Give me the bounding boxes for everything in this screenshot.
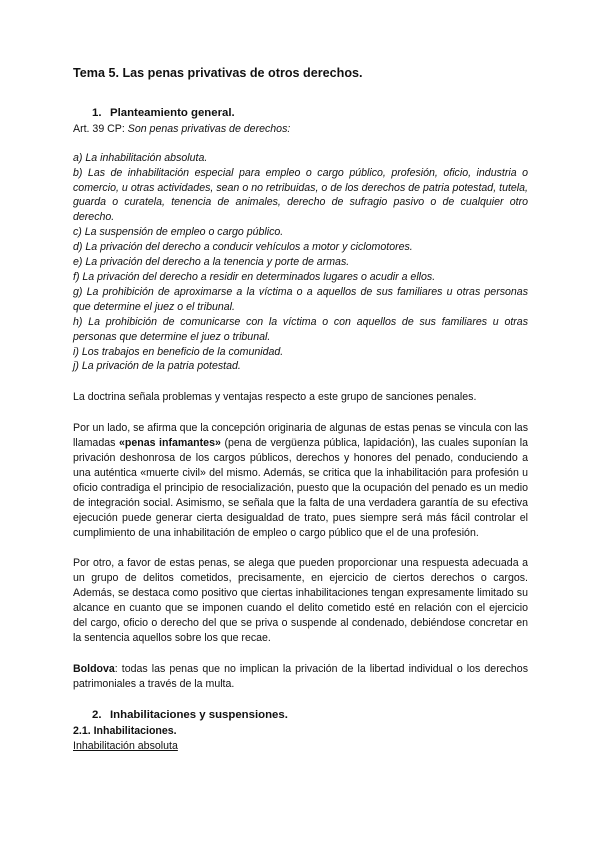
article-intro: Son penas privativas de derechos: (127, 122, 291, 135)
paragraph-text: (pena de vergüenza pública, lapidación), las cuales suponían la privación deshonrosa de los cargos públicos, derechos y honores del penado, conduciendo a una auténtica «muerte civil» del mismo. Además, se critica que la inhabilitación para profesión u oficio contradiga el principio de resocialización, puesto que la ocupación del penado es un medio de integración social. Asimismo, se señala que la falta de una verdadera garantía de su efectiva ejecución puede generar cierta desigualdad de trato, pues siempre será más fácil controlar el cumplimiento de una inhabilitación de empleo o cargo público que el de una profesión. (73, 437, 528, 539)
list-item: g) La prohibición de aproximarse a la víctima o a aquellos de sus familiares u otras personas que determine el juez o el tribunal. (73, 285, 528, 313)
section-label: Planteamiento general. (110, 106, 235, 119)
list-item: e) La privación del derecho a la tenencia y porte de armas. (73, 256, 350, 269)
paragraph-pro: Por otro, a favor de estas penas, se alega que pueden proporcionar una respuesta adecuada a un grupo de delitos cometidos, precisamente, en ejercicio de ciertos derechos o cargos. Además, se destaca como positivo que ciertas inhabilitaciones tengan expresamente limitado su alcance en cuanto que se imponen cuando el delito cometido esté en relación con el ejercicio del cargo, oficio o derecho del que se priva o suspende al condenado, debiéndose concretar en la sentencia aquellos sobre los que recae. (73, 557, 528, 644)
list-item: c) La suspensión de empleo o cargo público. (73, 226, 284, 239)
paragraph-text: Por un lado, se afirma que la concepción originaria de algunas de estas penas se vincula con las llamadas (73, 422, 528, 450)
paragraph-intro: La doctrina señala problemas y ventajas respecto a este grupo de sanciones penales. (73, 391, 477, 404)
article-reference (73, 122, 528, 137)
list-item: j) La privación de la patria potestad. (73, 360, 241, 373)
list-item: f) La privación del derecho a residir en determinados lugares o acudir a ellos. (73, 270, 436, 283)
section-number: 1. (92, 106, 102, 119)
paragraph-contra (73, 421, 528, 540)
list-item: h) La prohibición de comunicarse con la víctima o con aquellos de sus familiares u otras personas que determine el juez o tribunal. (73, 315, 528, 343)
document-body (73, 66, 528, 753)
list-item: i) Los trabajos en beneficio de la comunidad. (73, 345, 284, 358)
list-item: b) Las de inhabilitación especial para empleo o cargo público, profesión, oficio, industria o comercio, u otras actividades, sean o no retribuidas, o de los derechos de patria potestad, tutela, guarda o curatela, tenencia de animales, derecho de sufragio pasivo o de cualquier otro derecho. (73, 166, 528, 224)
page-title: Tema 5. Las penas privativas de otros derechos. (73, 66, 363, 80)
underlined-heading: Inhabilitación absoluta (73, 739, 178, 752)
list-item: d) La privación del derecho a conducir vehículos a motor y ciclomotores. (73, 241, 413, 254)
list-item: a) La inhabilitación absoluta. (73, 151, 208, 164)
subsection-heading: 2.1. Inhabilitaciones. (73, 724, 177, 737)
bold-term: «penas infamantes» (118, 437, 221, 450)
penas-list (73, 151, 528, 375)
section-number: 2. (92, 708, 102, 721)
article-number: Art. 39 CP: (73, 122, 125, 135)
paragraph-text: : todas las penas que no implican la privación de la libertad individual o los derechos patrimoniales a través de la multa. (73, 662, 528, 690)
section-label: Inhabilitaciones y suspensiones. (110, 708, 288, 721)
paragraph-boldova (73, 662, 528, 692)
author-name: Boldova (73, 662, 115, 675)
section-heading-1 (92, 106, 528, 121)
section-heading-2 (92, 708, 528, 723)
